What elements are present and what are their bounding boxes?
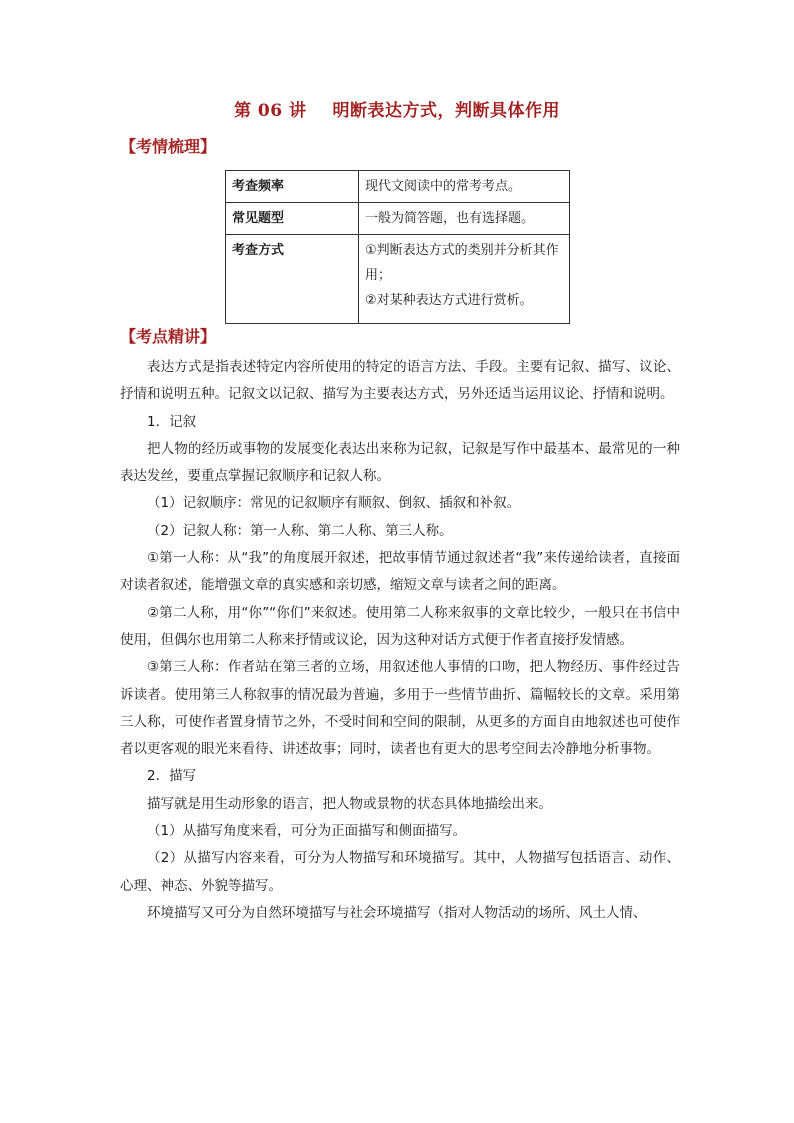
paragraph: 把人物的经历或事物的发展变化表达出来称为记叙，记叙是写作中最基本、最常见的一种表达发丝，要重点掌握记叙顺序和记叙人称。 (120, 440, 680, 485)
paragraph: ①第一人称：从“我”的角度展开叙述，把故事情节通过叙述者“我”来传递给读者，直接面对读者叙述，能增强文章的真实感和亲切感，缩短文章与读者之间的距离。 (120, 550, 680, 594)
paragraph: 表达方式是指表述特定内容所使用的特定的语言方法、手段。主要有记叙、描写、议论、抒情和说明五种。记叙文以记叙、描写为主要表达方式，另外还适当运用议论、抒情和说明。 (120, 359, 680, 403)
table-cell-label: 考查方式 (226, 235, 359, 324)
body-text (120, 354, 680, 927)
page-title (0, 96, 794, 121)
table-cell-value (359, 203, 570, 235)
paragraph: ③第三人称：作者站在第三者的立场，用叙述他人事情的口吻，把人物经历、事件经过告诉读者。使用第三人称叙事的情况最为普遍，多用于一些情节曲折、篇幅较长的文章。采用第三人称，可使作者置身情节之外，不受时间和空间的限制，从更多的方面自由地叙述也可使作者以更客观的眼光来看待、讲述故事；同时，读者也有更大的思考空间去冷静地分析事物。 (120, 659, 680, 758)
section-heading-exam-review: 【考情梳理】 (120, 137, 217, 156)
table-row (226, 235, 570, 324)
table-cell-value (359, 235, 570, 324)
paragraph: （1）记叙顺序：常见的记叙顺序有顺叙、倒叙、插叙和补叙。 (147, 495, 521, 512)
table-cell-value (359, 171, 570, 203)
paragraph: 2．描写 (147, 768, 197, 785)
paragraph: 描写就是用生动形象的语言，把人物或景物的状态具体地描绘出来。 (147, 795, 552, 812)
exam-info-table (225, 170, 570, 324)
table-row (226, 171, 570, 203)
paragraph: 环境描写又可分为自然环境描写与社会环境描写（指对人物活动的场所、风土人情、 (147, 904, 647, 921)
paragraph: （1）从描写角度来看，可分为正面描写和侧面描写。 (147, 823, 467, 840)
table-cell-text: 现代文阅读中的常考考点。 (365, 179, 522, 194)
paragraph: 1．记叙 (147, 413, 197, 430)
table-cell-text: ①判断表达方式的类别并分析其作用； (365, 243, 559, 283)
table-cell-label: 常见题型 (226, 203, 359, 235)
table-cell-text: ②对某种表达方式进行赏析。 (365, 293, 533, 308)
table-cell-label: 考查频率 (226, 171, 359, 203)
paragraph: （2）记叙人称：第一人称、第二人称、第三人称。 (147, 522, 453, 539)
table-cell-text: 一般为简答题，也有选择题。 (365, 211, 535, 226)
lesson-number: 第 06 讲 (234, 101, 307, 121)
paragraph: （2）从描写内容来看，可分为人物描写和环境描写。其中，人物描写包括语言、动作、心理、神态、外貌等描写。 (120, 850, 680, 894)
section-heading-key-points: 【考点精讲】 (120, 327, 217, 346)
table-row (226, 203, 570, 235)
paragraph: ②第二人称，用“你”“你们”来叙述。使用第二人称来叙事的文章比较少，一般只在书信中使用，但偶尔也用第二人称来抒情或议论，因为这种对话方式便于作者直接抒发情感。 (120, 604, 680, 648)
lesson-topic: 明断表达方式，判断具体作用 (332, 101, 560, 121)
